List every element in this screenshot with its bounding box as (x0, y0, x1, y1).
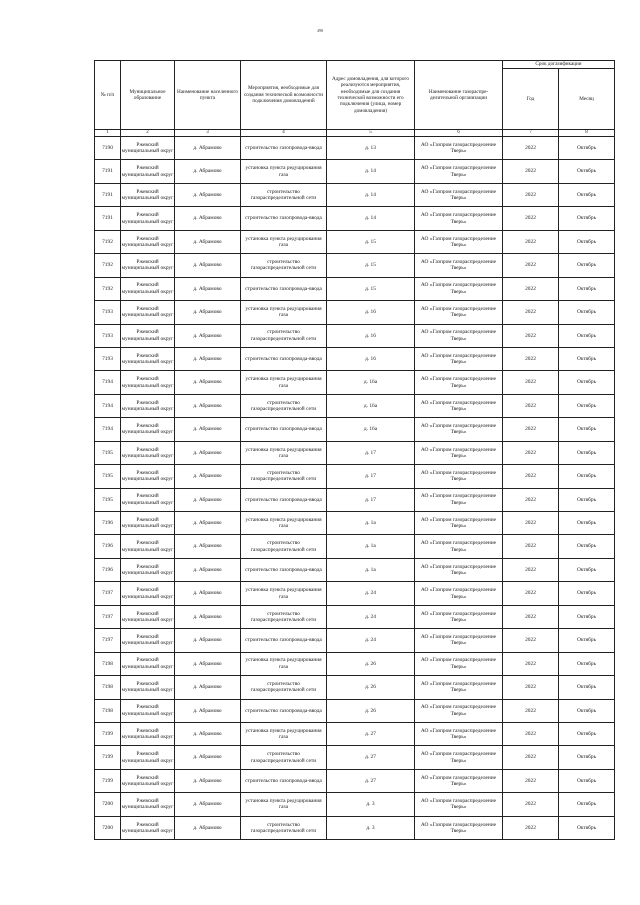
cell-year: 2022 (503, 207, 559, 230)
cell-month: Октябрь (559, 301, 615, 324)
cell-year: 2022 (503, 418, 559, 441)
table-body (95, 137, 615, 840)
table-row (95, 254, 615, 277)
table-row (95, 301, 615, 324)
header-month: Месяц (559, 69, 615, 130)
table-row (95, 629, 615, 652)
cell-municipality: Ржевский муниципальный округ (121, 277, 175, 300)
table-row (95, 277, 615, 300)
cell-month: Октябрь (559, 535, 615, 558)
cell-settlement: д. Абрамово (175, 676, 241, 699)
cell-municipality: Ржевский муниципальный округ (121, 488, 175, 511)
cell-no: 7199 (95, 769, 121, 792)
cell-event: установка пункта редуцирования газа (241, 301, 327, 324)
cell-org: АО «Газпром газораспределение Тверь» (415, 347, 503, 370)
cell-settlement: д. Абрамово (175, 160, 241, 183)
cell-settlement: д. Абрамово (175, 254, 241, 277)
cell-event: строительство газопровода-ввода (241, 699, 327, 722)
cell-address: д. 27 (327, 722, 415, 745)
table-row (95, 207, 615, 230)
cell-event: строительство газораспределительной сети (241, 605, 327, 628)
cell-address: д. 14 (327, 207, 415, 230)
cell-org: АО «Газпром газораспределение Тверь» (415, 137, 503, 160)
cell-no: 7191 (95, 183, 121, 206)
cell-org: АО «Газпром газораспределение Тверь» (415, 301, 503, 324)
cell-address: д. 16а (327, 371, 415, 394)
cell-address: д. 14 (327, 183, 415, 206)
cell-event: установка пункта редуцирования газа (241, 722, 327, 745)
cell-no: 7193 (95, 347, 121, 370)
cell-municipality: Ржевский муниципальный округ (121, 512, 175, 535)
cell-address: д. 16 (327, 301, 415, 324)
cell-no: 7198 (95, 676, 121, 699)
cell-month: Октябрь (559, 676, 615, 699)
cell-month: Октябрь (559, 793, 615, 816)
cell-year: 2022 (503, 137, 559, 160)
table-row (95, 746, 615, 769)
cell-org: АО «Газпром газораспределение Тверь» (415, 769, 503, 792)
cell-address: д. 15 (327, 254, 415, 277)
cell-year: 2022 (503, 254, 559, 277)
cell-month: Октябрь (559, 488, 615, 511)
cell-month: Октябрь (559, 582, 615, 605)
cell-address: д. 27 (327, 769, 415, 792)
cell-settlement: д. Абрамово (175, 699, 241, 722)
cell-address: д. 16 (327, 324, 415, 347)
cell-settlement: д. Абрамово (175, 441, 241, 464)
cell-event: строительство газораспределительной сети (241, 816, 327, 839)
cell-no: 7195 (95, 441, 121, 464)
cell-event: строительство газораспределительной сети (241, 394, 327, 417)
cell-municipality: Ржевский муниципальный округ (121, 746, 175, 769)
cell-year: 2022 (503, 230, 559, 253)
cell-no: 7195 (95, 465, 121, 488)
cell-municipality: Ржевский муниципальный округ (121, 676, 175, 699)
cell-no: 7191 (95, 160, 121, 183)
cell-month: Октябрь (559, 347, 615, 370)
cell-municipality: Ржевский муниципальный округ (121, 465, 175, 488)
cell-year: 2022 (503, 277, 559, 300)
cell-org: АО «Газпром газораспределение Тверь» (415, 652, 503, 675)
cell-month: Октябрь (559, 512, 615, 535)
cell-org: АО «Газпром газораспределение Тверь» (415, 582, 503, 605)
cell-address: д. 17 (327, 441, 415, 464)
cell-org: АО «Газпром газораспределение Тверь» (415, 605, 503, 628)
cell-address: д. 3 (327, 816, 415, 839)
cell-year: 2022 (503, 699, 559, 722)
column-index-cell: 8 (559, 130, 615, 137)
cell-month: Октябрь (559, 207, 615, 230)
table-row (95, 816, 615, 839)
cell-year: 2022 (503, 441, 559, 464)
cell-municipality: Ржевский муниципальный округ (121, 699, 175, 722)
table-row (95, 722, 615, 745)
cell-no: 7194 (95, 394, 121, 417)
cell-municipality: Ржевский муниципальный округ (121, 207, 175, 230)
cell-org: АО «Газпром газораспределение Тверь» (415, 324, 503, 347)
cell-settlement: д. Абрамово (175, 465, 241, 488)
cell-year: 2022 (503, 160, 559, 183)
cell-org: АО «Газпром газораспределение Тверь» (415, 793, 503, 816)
cell-month: Октябрь (559, 254, 615, 277)
cell-year: 2022 (503, 769, 559, 792)
cell-address: д. 24 (327, 582, 415, 605)
cell-month: Октябрь (559, 629, 615, 652)
cell-settlement: д. Абрамово (175, 629, 241, 652)
cell-event: строительство газораспределительной сети (241, 465, 327, 488)
cell-year: 2022 (503, 301, 559, 324)
cell-address: д. 15 (327, 277, 415, 300)
cell-org: АО «Газпром газораспределение Тверь» (415, 629, 503, 652)
cell-event: установка пункта редуцирования газа (241, 512, 327, 535)
table-row (95, 183, 615, 206)
cell-year: 2022 (503, 816, 559, 839)
cell-settlement: д. Абрамово (175, 769, 241, 792)
cell-no: 7195 (95, 488, 121, 511)
cell-year: 2022 (503, 605, 559, 628)
cell-municipality: Ржевский муниципальный округ (121, 160, 175, 183)
cell-municipality: Ржевский муниципальный округ (121, 722, 175, 745)
cell-address: д. 15 (327, 230, 415, 253)
cell-month: Октябрь (559, 652, 615, 675)
table-header (95, 61, 615, 137)
cell-municipality: Ржевский муниципальный округ (121, 137, 175, 160)
cell-address: д. 1а (327, 558, 415, 581)
cell-year: 2022 (503, 488, 559, 511)
cell-event: строительство газопровода-ввода (241, 418, 327, 441)
cell-no: 7198 (95, 699, 121, 722)
cell-no: 7196 (95, 535, 121, 558)
cell-month: Октябрь (559, 183, 615, 206)
cell-year: 2022 (503, 535, 559, 558)
cell-org: АО «Газпром газораспределение Тверь» (415, 512, 503, 535)
cell-settlement: д. Абрамово (175, 582, 241, 605)
cell-municipality: Ржевский муниципальный округ (121, 418, 175, 441)
cell-event: установка пункта редуцирования газа (241, 441, 327, 464)
cell-municipality: Ржевский муниципальный округ (121, 394, 175, 417)
cell-address: д. 17 (327, 465, 415, 488)
table-row (95, 488, 615, 511)
header-event: Мероприятия, необходимые для создания технической возможности подключения домовладений (241, 61, 327, 130)
cell-event: строительство газораспределительной сети (241, 254, 327, 277)
cell-org: АО «Газпром газораспределение Тверь» (415, 207, 503, 230)
column-index-cell: 7 (503, 130, 559, 137)
cell-event: строительство газораспределительной сети (241, 324, 327, 347)
cell-settlement: д. Абрамово (175, 512, 241, 535)
table-row (95, 230, 615, 253)
cell-municipality: Ржевский муниципальный округ (121, 652, 175, 675)
cell-month: Октябрь (559, 418, 615, 441)
cell-event: строительство газопровода-ввода (241, 488, 327, 511)
column-index-row (95, 130, 615, 137)
cell-no: 7200 (95, 816, 121, 839)
cell-org: АО «Газпром газораспределение Тверь» (415, 699, 503, 722)
cell-org: АО «Газпром газораспределение Тверь» (415, 465, 503, 488)
cell-no: 7200 (95, 793, 121, 816)
table-row (95, 535, 615, 558)
table-row (95, 441, 615, 464)
cell-event: строительство газораспределительной сети (241, 746, 327, 769)
cell-address: д. 26 (327, 676, 415, 699)
cell-no: 7197 (95, 582, 121, 605)
cell-event: установка пункта редуцирования газа (241, 160, 327, 183)
cell-settlement: д. Абрамово (175, 488, 241, 511)
cell-municipality: Ржевский муниципальный округ (121, 254, 175, 277)
cell-municipality: Ржевский муниципальный округ (121, 558, 175, 581)
cell-no: 7194 (95, 418, 121, 441)
cell-settlement: д. Абрамово (175, 324, 241, 347)
cell-settlement: д. Абрамово (175, 558, 241, 581)
cell-settlement: д. Абрамово (175, 394, 241, 417)
cell-org: АО «Газпром газораспределение Тверь» (415, 676, 503, 699)
cell-org: АО «Газпром газораспределение Тверь» (415, 230, 503, 253)
cell-settlement: д. Абрамово (175, 230, 241, 253)
table-row (95, 371, 615, 394)
cell-month: Октябрь (559, 371, 615, 394)
cell-no: 7190 (95, 137, 121, 160)
cell-municipality: Ржевский муниципальный округ (121, 629, 175, 652)
cell-event: установка пункта редуцирования газа (241, 230, 327, 253)
cell-settlement: д. Абрамово (175, 816, 241, 839)
cell-address: д. 26 (327, 652, 415, 675)
cell-address: д. 1а (327, 535, 415, 558)
cell-event: строительство газопровода-ввода (241, 769, 327, 792)
header-no: № п/п (95, 61, 121, 130)
cell-address: д. 16а (327, 394, 415, 417)
cell-municipality: Ржевский муниципальный округ (121, 347, 175, 370)
cell-event: строительство газораспределительной сети (241, 676, 327, 699)
cell-org: АО «Газпром газораспределение Тверь» (415, 277, 503, 300)
cell-settlement: д. Абрамово (175, 652, 241, 675)
cell-no: 7191 (95, 207, 121, 230)
cell-org: АО «Газпром газораспределение Тверь» (415, 441, 503, 464)
cell-no: 7199 (95, 722, 121, 745)
cell-no: 7199 (95, 746, 121, 769)
cell-settlement: д. Абрамово (175, 183, 241, 206)
cell-event: строительство газопровода-ввода (241, 629, 327, 652)
cell-address: д. 27 (327, 746, 415, 769)
cell-municipality: Ржевский муниципальный округ (121, 230, 175, 253)
cell-no: 7193 (95, 324, 121, 347)
table-row (95, 324, 615, 347)
cell-org: АО «Газпром газораспределение Тверь» (415, 418, 503, 441)
cell-event: строительство газопровода-ввода (241, 207, 327, 230)
cell-municipality: Ржевский муниципальный округ (121, 793, 175, 816)
cell-year: 2022 (503, 793, 559, 816)
cell-event: строительство газопровода-ввода (241, 347, 327, 370)
cell-org: АО «Газпром газораспределение Тверь» (415, 183, 503, 206)
cell-settlement: д. Абрамово (175, 137, 241, 160)
cell-org: АО «Газпром газораспределение Тверь» (415, 488, 503, 511)
cell-no: 7193 (95, 301, 121, 324)
cell-year: 2022 (503, 722, 559, 745)
cell-month: Октябрь (559, 394, 615, 417)
cell-no: 7196 (95, 558, 121, 581)
cell-org: АО «Газпром газораспределение Тверь» (415, 746, 503, 769)
cell-org: АО «Газпром газораспределение Тверь» (415, 535, 503, 558)
cell-month: Октябрь (559, 722, 615, 745)
cell-no: 7196 (95, 512, 121, 535)
column-index-cell: 2 (121, 130, 175, 137)
table-row (95, 347, 615, 370)
cell-address: д. 14 (327, 160, 415, 183)
cell-no: 7197 (95, 605, 121, 628)
cell-month: Октябрь (559, 160, 615, 183)
cell-municipality: Ржевский муниципальный округ (121, 605, 175, 628)
cell-year: 2022 (503, 676, 559, 699)
cell-org: АО «Газпром газораспределение Тверь» (415, 816, 503, 839)
cell-settlement: д. Абрамово (175, 301, 241, 324)
cell-municipality: Ржевский муниципальный округ (121, 769, 175, 792)
cell-org: АО «Газпром газораспределение Тверь» (415, 160, 503, 183)
header-municipality: Муниципальное образование (121, 61, 175, 130)
cell-no: 7194 (95, 371, 121, 394)
table-row (95, 160, 615, 183)
cell-event: строительство газопровода-ввода (241, 137, 327, 160)
cell-event: установка пункта редуцирования газа (241, 793, 327, 816)
cell-address: д. 26 (327, 699, 415, 722)
cell-year: 2022 (503, 652, 559, 675)
cell-municipality: Ржевский муниципальный округ (121, 441, 175, 464)
cell-org: АО «Газпром газораспределение Тверь» (415, 394, 503, 417)
cell-address: д. 16а (327, 418, 415, 441)
table-row (95, 676, 615, 699)
cell-address: д. 13 (327, 137, 415, 160)
cell-month: Октябрь (559, 465, 615, 488)
cell-org: АО «Газпром газораспределение Тверь» (415, 558, 503, 581)
cell-month: Октябрь (559, 746, 615, 769)
cell-event: установка пункта редуцирования газа (241, 652, 327, 675)
cell-municipality: Ржевский муниципальный округ (121, 816, 175, 839)
column-index-cell: 3 (175, 130, 241, 137)
header-year: Год (503, 69, 559, 130)
cell-event: установка пункта редуцирования газа (241, 371, 327, 394)
gasification-table (94, 60, 615, 840)
cell-org: АО «Газпром газораспределение Тверь» (415, 371, 503, 394)
table-row (95, 769, 615, 792)
cell-year: 2022 (503, 324, 559, 347)
cell-settlement: д. Абрамово (175, 605, 241, 628)
cell-year: 2022 (503, 183, 559, 206)
table-row (95, 137, 615, 160)
cell-municipality: Ржевский муниципальный округ (121, 324, 175, 347)
cell-month: Октябрь (559, 137, 615, 160)
table-row (95, 605, 615, 628)
cell-settlement: д. Абрамово (175, 277, 241, 300)
cell-no: 7198 (95, 652, 121, 675)
table-row (95, 558, 615, 581)
cell-settlement: д. Абрамово (175, 793, 241, 816)
cell-address: д. 1а (327, 512, 415, 535)
cell-month: Октябрь (559, 230, 615, 253)
cell-year: 2022 (503, 558, 559, 581)
cell-address: д. 16 (327, 347, 415, 370)
cell-event: строительство газораспределительной сети (241, 535, 327, 558)
table-row (95, 418, 615, 441)
cell-address: д. 3 (327, 793, 415, 816)
header-group-deadline: Срок догазификации (503, 61, 615, 69)
cell-year: 2022 (503, 465, 559, 488)
cell-no: 7192 (95, 254, 121, 277)
cell-month: Октябрь (559, 605, 615, 628)
cell-municipality: Ржевский муниципальный округ (121, 535, 175, 558)
cell-year: 2022 (503, 371, 559, 394)
cell-settlement: д. Абрамово (175, 207, 241, 230)
cell-year: 2022 (503, 629, 559, 652)
cell-municipality: Ржевский муниципальный округ (121, 183, 175, 206)
cell-year: 2022 (503, 394, 559, 417)
cell-event: строительство газопровода-ввода (241, 277, 327, 300)
cell-no: 7192 (95, 277, 121, 300)
page-number: 498 (317, 28, 323, 33)
cell-org: АО «Газпром газораспределение Тверь» (415, 254, 503, 277)
table-row (95, 465, 615, 488)
table-row (95, 652, 615, 675)
cell-month: Октябрь (559, 277, 615, 300)
table-row (95, 394, 615, 417)
cell-event: строительство газопровода-ввода (241, 558, 327, 581)
column-index-cell: 1 (95, 130, 121, 137)
cell-settlement: д. Абрамово (175, 722, 241, 745)
cell-municipality: Ржевский муниципальный округ (121, 301, 175, 324)
cell-settlement: д. Абрамово (175, 746, 241, 769)
column-index-cell: 5 (327, 130, 415, 137)
cell-year: 2022 (503, 582, 559, 605)
cell-month: Октябрь (559, 816, 615, 839)
cell-no: 7197 (95, 629, 121, 652)
cell-settlement: д. Абрамово (175, 347, 241, 370)
cell-year: 2022 (503, 347, 559, 370)
cell-no: 7192 (95, 230, 121, 253)
cell-year: 2022 (503, 512, 559, 535)
header-address: Адрес домовладения, для которого реализуются мероприятия, необходимые для создания технической возможности его подключения (улица, номер домовладения) (327, 61, 415, 130)
column-index-cell: 6 (415, 130, 503, 137)
cell-month: Октябрь (559, 324, 615, 347)
cell-address: д. 24 (327, 629, 415, 652)
cell-event: строительство газораспределительной сети (241, 183, 327, 206)
cell-address: д. 17 (327, 488, 415, 511)
cell-settlement: д. Абрамово (175, 418, 241, 441)
cell-address: д. 24 (327, 605, 415, 628)
cell-settlement: д. Абрамово (175, 535, 241, 558)
header-settlement: Наименование населенного пункта (175, 61, 241, 130)
header-org: Наименование газораспре-делительной организации (415, 61, 503, 130)
table-row (95, 699, 615, 722)
cell-settlement: д. Абрамово (175, 371, 241, 394)
cell-month: Октябрь (559, 441, 615, 464)
cell-org: АО «Газпром газораспределение Тверь» (415, 722, 503, 745)
table-row (95, 512, 615, 535)
column-index-cell: 4 (241, 130, 327, 137)
cell-year: 2022 (503, 746, 559, 769)
cell-municipality: Ржевский муниципальный округ (121, 582, 175, 605)
table-row (95, 793, 615, 816)
cell-month: Октябрь (559, 558, 615, 581)
cell-municipality: Ржевский муниципальный округ (121, 371, 175, 394)
cell-month: Октябрь (559, 699, 615, 722)
cell-event: установка пункта редуцирования газа (241, 582, 327, 605)
cell-month: Октябрь (559, 769, 615, 792)
table-row (95, 582, 615, 605)
